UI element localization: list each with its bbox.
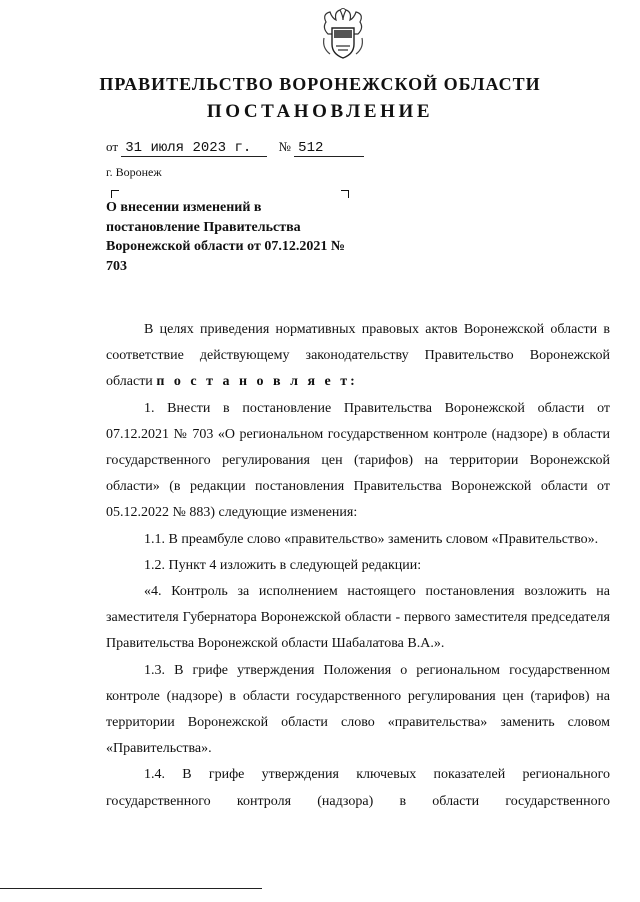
intro-paragraph xyxy=(106,317,610,396)
paragraph-1-4: 1.4. В грифе утверждения ключевых показателей регионального государственного контроля (надзора) в области государственного xyxy=(106,767,610,809)
document-number: 512 xyxy=(294,140,364,157)
organization-name: ПРАВИТЕЛЬСТВО ВОРОНЕЖСКОЙ ОБЛАСТИ xyxy=(99,74,541,94)
paragraph-1-3: 1.3. В грифе утверждения Положения о региональном государственном контроле (надзоре) в области государственного регулирования цен (тарифов) на территории Воронежской области слово «правительства» заменить словом «Правительства». xyxy=(106,662,610,757)
number-label: № xyxy=(278,139,291,154)
intro-text: В целях приведения нормативных правовых актов Воронежской области в соответствие действующему законодательству Правительство Воронежской области xyxy=(106,322,610,390)
paragraph-1-2-quote: «4. Контроль за исполнением настоящего постановления возложить на заместителя Губернатора Воронежской области - первого заместителя председателя Правительства Воронежской области Шабалатова В.А.». xyxy=(106,584,610,652)
date-label: от xyxy=(106,139,119,154)
paragraph-1-2: 1.2. Пункт 4 изложить в следующей редакции: xyxy=(144,557,422,573)
document-body xyxy=(106,317,610,815)
document-date: 31 июля 2023 г. xyxy=(121,140,267,157)
document-meta xyxy=(106,139,364,157)
paragraph-1: 1. Внести в постановление Правительства Воронежской области от 07.12.2021 № 703 «О региональном государственном контроле (надзоре) в области государственного регулирования цен (тарифов) на территории Воронежской области» (в редакции постановления Правительства Воронежской области от 05.12.2022 № 883) следующие изменения: xyxy=(106,400,610,521)
document-title: О внесении изменений в постановление Правительства Воронежской области от 07.12.2021 № 703 xyxy=(106,200,345,274)
resolves-word: п о с т а н о в л я е т: xyxy=(156,374,358,390)
title-corner-left xyxy=(111,190,119,198)
paragraph-1-1: 1.1. В преамбуле слово «правительство» заменить словом «Правительство». xyxy=(144,531,599,547)
title-corner-right xyxy=(341,190,349,198)
coat-of-arms-icon xyxy=(320,8,366,60)
footer-rule xyxy=(0,888,262,889)
document-type: ПОСТАНОВЛЕНИЕ xyxy=(206,101,434,122)
city: г. Воронеж xyxy=(106,165,162,179)
